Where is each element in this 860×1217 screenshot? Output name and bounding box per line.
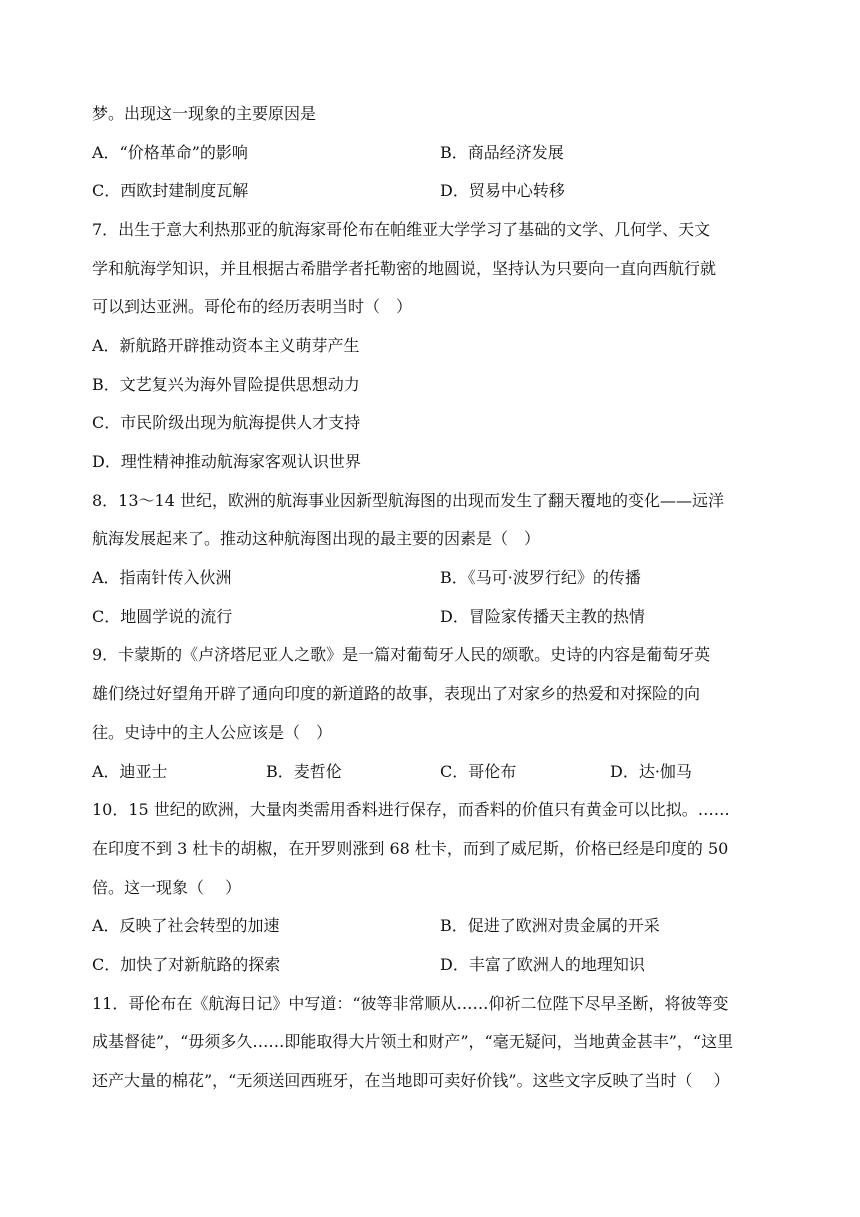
q8-option-a: A．指南针传入伙洲 xyxy=(92,568,232,587)
q6-option-d: D．贸易中心转移 xyxy=(440,181,565,200)
q6-stem-continuation: 梦。出现这一现象的主要原因是 xyxy=(92,104,317,123)
q10-option-d: D．丰富了欧洲人的地理知识 xyxy=(440,955,645,974)
q9-option-a: A．迪亚士 xyxy=(92,762,168,781)
q7-option-b: B．文艺复兴为海外冒险提供思想动力 xyxy=(92,375,360,394)
q7-stem-line-2: 学和航海学知识，并且根据古希腊学者托勒密的地圆说，坚持认为只要向一直向西航行就 xyxy=(92,259,717,278)
q6-option-a: A．“价格革命”的影响 xyxy=(92,143,248,162)
q7-stem-line-1: 7．出生于意大利热那亚的航海家哥伦布在帕维亚大学学习了基础的文学、几何学、天文 xyxy=(92,220,711,239)
q8-option-b: B．《马可·波罗行纪》的传播 xyxy=(440,568,641,587)
q8-stem-line-2: 航海发展起来了。推动这种航海图出现的最主要的因素是（ ） xyxy=(92,529,541,548)
q9-stem-line-1: 9．卡蒙斯的《卢济塔尼亚人之歌》是一篇对葡萄牙人民的颂歌。史诗的内容是葡萄牙英 xyxy=(92,645,711,664)
q7-stem-line-3: 可以到达亚洲。哥伦布的经历表明当时（ ） xyxy=(92,297,413,316)
q9-stem-line-3: 往。史诗中的主人公应该是（ ） xyxy=(92,723,333,742)
q8-option-c: C．地圆学说的流行 xyxy=(92,607,233,626)
q11-stem-line-3: 还产大量的棉花”，“无须送回西班牙，在当地即可卖好价钱”。这些文字反映了当时（ ） xyxy=(92,1071,730,1090)
q6-option-c: C．西欧封建制度瓦解 xyxy=(92,181,249,200)
q9-option-b: B．麦哲伦 xyxy=(266,762,342,781)
q11-stem-line-1: 11．哥伦布在《航海日记》中写道：“彼等非常顺从……仰祈二位陛下尽早圣断，将彼等变 xyxy=(92,994,729,1013)
q7-option-d: D．理性精神推动航海家客观认识世界 xyxy=(92,452,361,471)
q10-stem-line-3: 倍。这一现象（ ） xyxy=(92,878,242,897)
q7-option-c: C．市民阶级出现为航海提供人才支持 xyxy=(92,413,361,432)
q10-option-c: C．加快了对新航路的探索 xyxy=(92,955,281,974)
q7-option-a: A．新航路开辟推动资本主义萌芽产生 xyxy=(92,336,360,355)
q9-stem-line-2: 雄们绕过好望角开辟了通向印度的新道路的故事，表现出了对家乡的热爱和对探险的向 xyxy=(92,684,701,703)
q9-option-d: D．达·伽马 xyxy=(610,762,692,781)
q10-option-a: A．反映了社会转型的加速 xyxy=(92,916,280,935)
q10-stem-line-1: 10．15 世纪的欧洲，大量肉类需用香料进行保存，而香料的价值只有黄金可以比拟。…… xyxy=(92,800,730,819)
q8-option-d: D．冒险家传播天主教的热情 xyxy=(440,607,645,626)
q8-stem-line-1: 8．13～14 世纪，欧洲的航海事业因新型航海图的出现而发生了翻天覆地的变化——远洋 xyxy=(92,491,724,510)
q6-option-b: B．商品经济发展 xyxy=(440,143,564,162)
q10-option-b: B．促进了欧洲对贵金属的开采 xyxy=(440,916,660,935)
q9-option-c: C．哥伦布 xyxy=(440,762,517,781)
q11-stem-line-2: 成基督徒”，“毋须多久……即能取得大片领土和财产”，“毫无疑问，当地黄金甚丰”，“这里 xyxy=(92,1032,734,1051)
q10-stem-line-2: 在印度不到 3 杜卡的胡椒，在开罗则涨到 68 杜卡，而到了威尼斯，价格已经是印度的 50 xyxy=(92,839,729,858)
